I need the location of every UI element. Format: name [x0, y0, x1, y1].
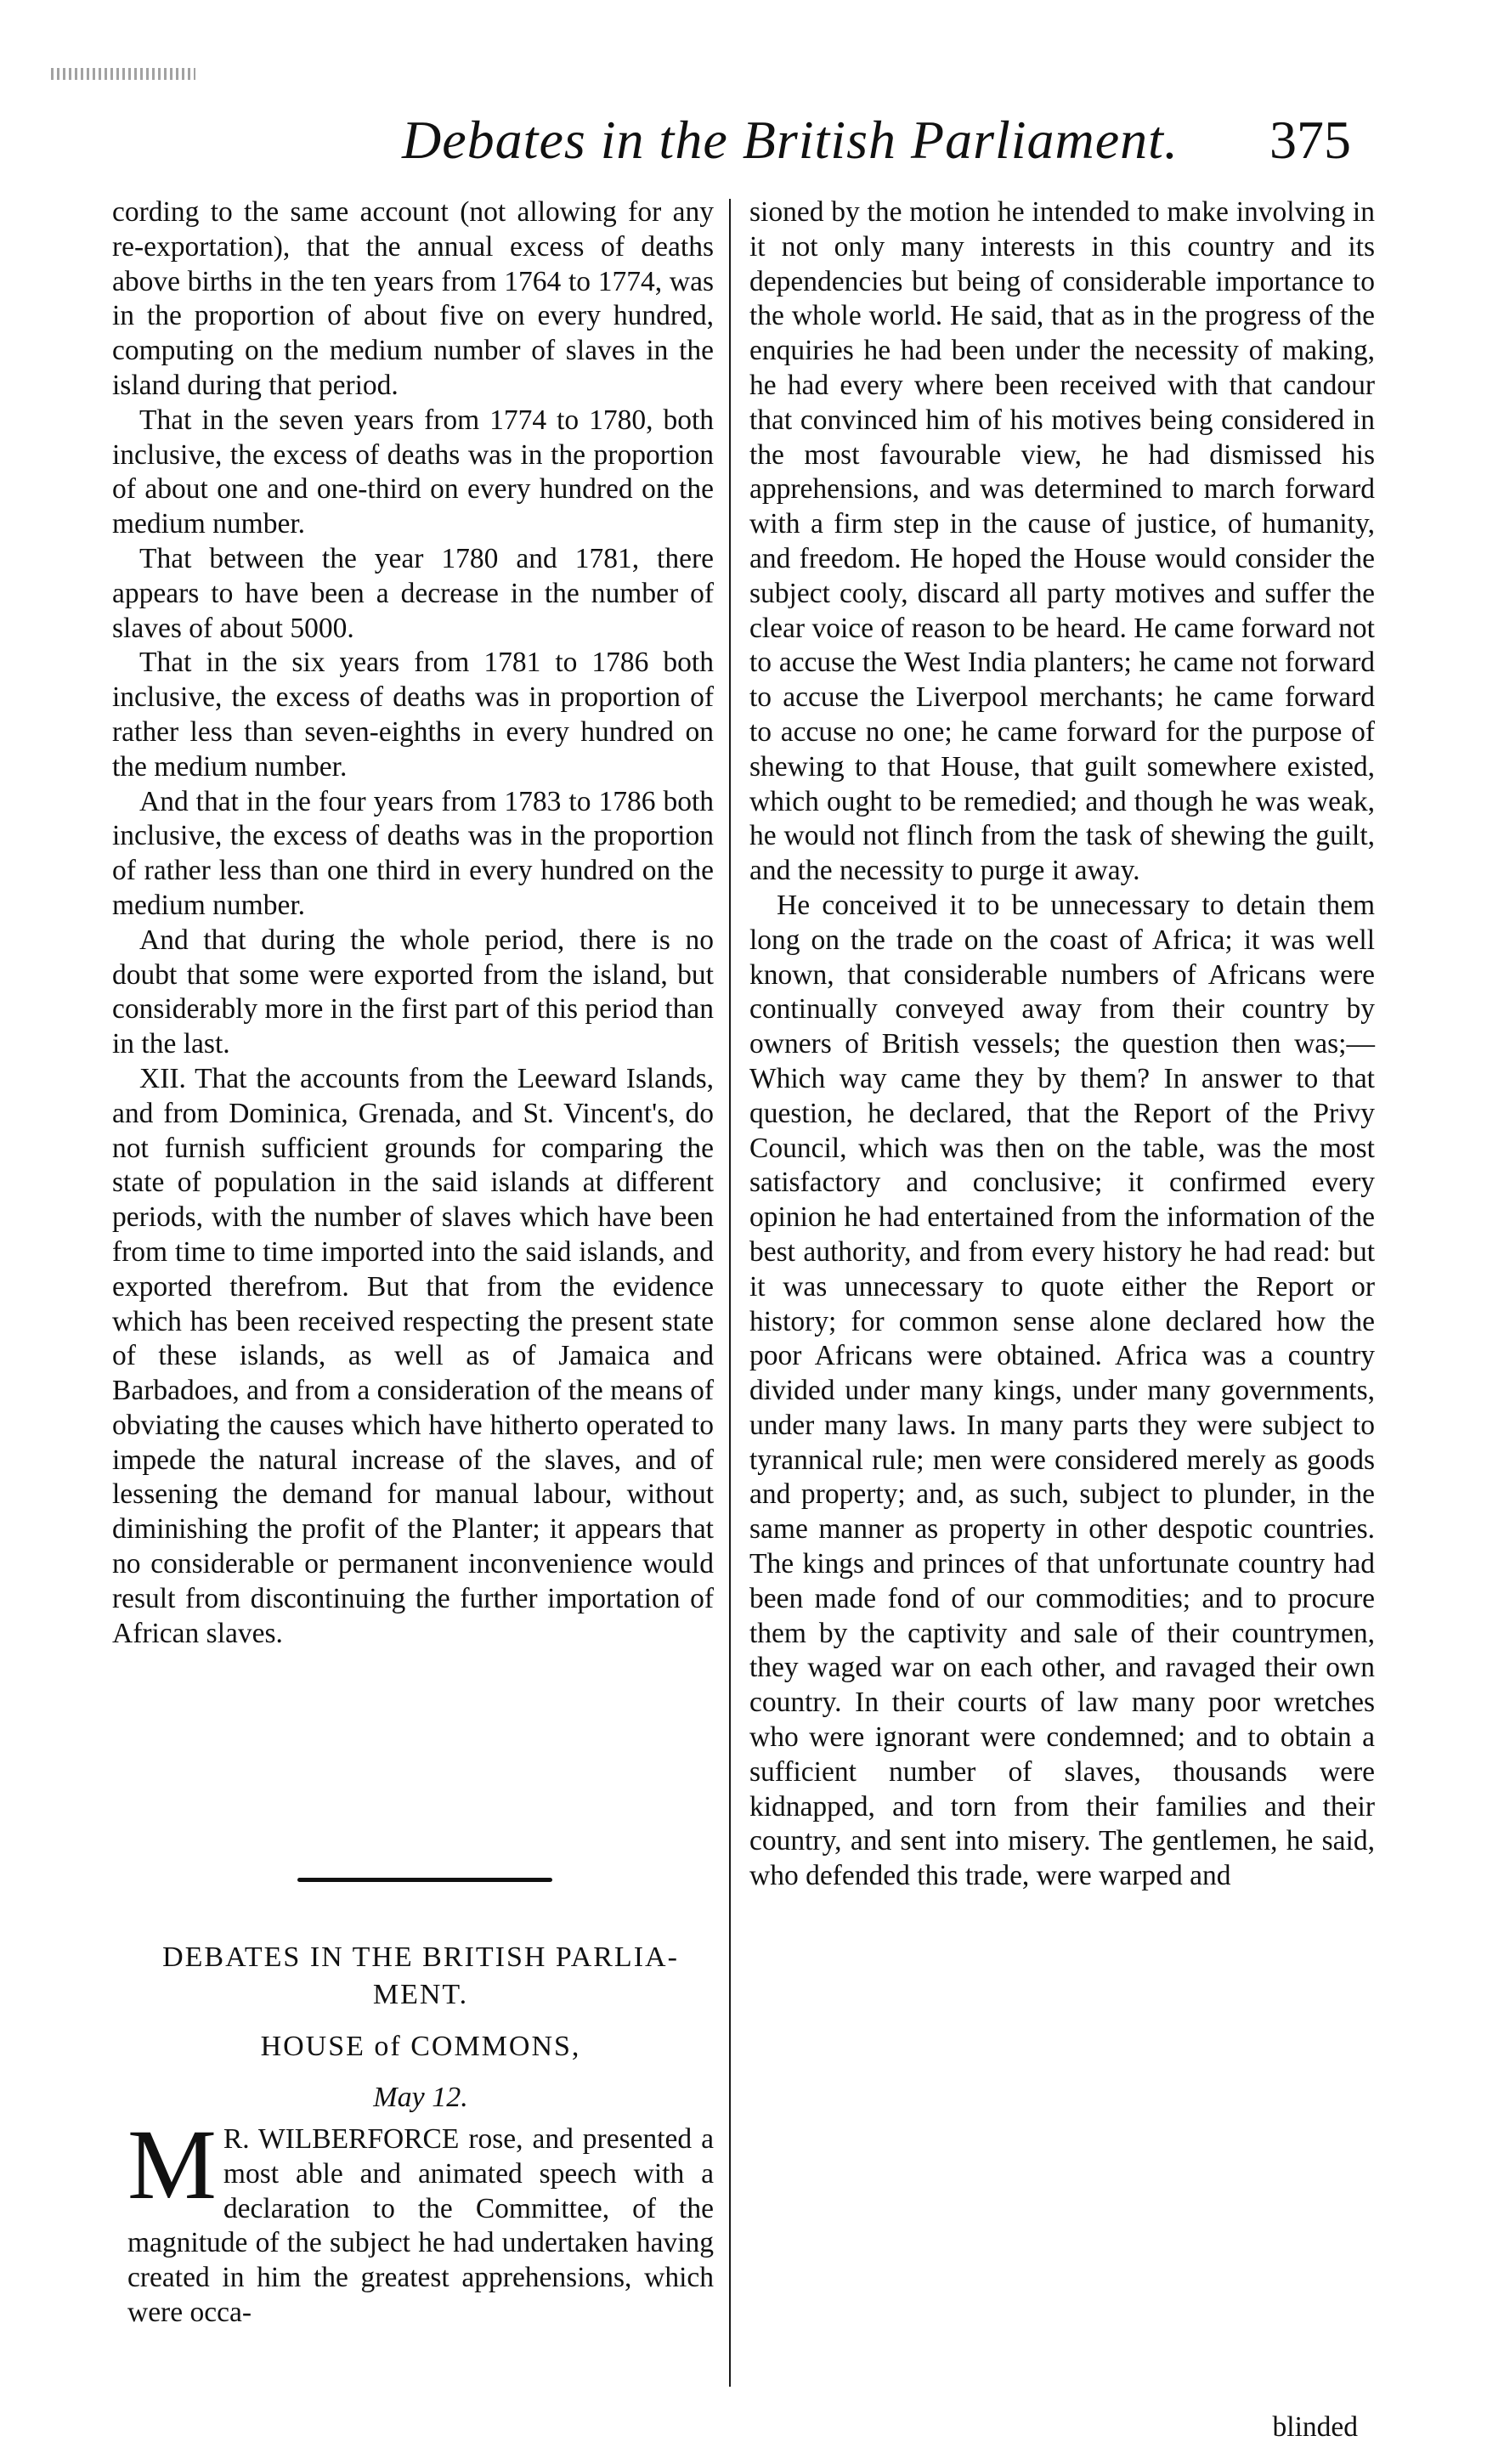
section-heading: [127, 1939, 714, 2014]
right-column: [749, 195, 1375, 1894]
drop-cap: M: [127, 2109, 217, 2220]
paragraph-continuation: sioned by the motion he intended to make involving in it not only many interests in this country and its dependencies but being of considerable importance to the whole world. He said, that as in the progress of the enquiries he had been under the necessity of making, he had every where been received with that candour that convinced him of his motives being considered in the most favourable view, he had dismissed his apprehensions, and was determined to march forward with a firm step in the cause of justice, of humanity, and freedom. He hoped the House would consider the subject cooly, discard all party motives and suffer the clear voice of reason to be heard. He came forward not to accuse the West India planters; he came not forward to accuse the Liverpool merchants; he came forward to accuse no one; he came forward for the purpose of shewing to that House, that guilt somewhere existed, which ought to be remedied; and though he was weak, he would not flinch from the task of shewing the guilt, and the necessity to purge it away.: [749, 196, 1375, 887]
section-heading-line1: DEBATES IN THE BRITISH PARLIA-: [162, 1941, 679, 1973]
paragraph: And that during the whole period, there is no doubt that some were exported from the island, but considerably more in the first part of this period than in the last.: [112, 924, 714, 1060]
scan-artifact: [51, 68, 195, 80]
column-divider: [729, 199, 731, 2387]
page-number: 375: [1269, 110, 1351, 170]
section-divider: [297, 1878, 552, 1882]
paragraph-continuation: cording to the same account (not allowing for any re-exportation), that the annual excess of deaths above births in the ten years from 1764 to 1774, was in the proportion of about five on every hundred, computing on the medium number of slaves in the island during that period.: [112, 196, 714, 401]
speech-opening: [127, 2109, 714, 2331]
running-title: Debates in the British Parliament.: [402, 110, 1179, 170]
house-heading: HOUSE of COMMONS,: [260, 2031, 581, 2062]
speech-opening-text: R. WILBERFORCE rose, and presented a most able and animated speech with a declaration to the Committee, of the magnitude of the subject he had undertaken having created in him the greatest apprehensions, which were occa-: [127, 2123, 714, 2328]
running-head: [365, 109, 1351, 177]
paragraph: That in the seven years from 1774 to 1780, both inclusive, the excess of deaths was in the proportion of about one and one-third on every hundred on the medium number.: [112, 404, 714, 540]
date-line: May 12.: [373, 2082, 468, 2113]
paragraph: XII. That the accounts from the Leeward Islands, and from Dominica, Grenada, and St. Vincent's, do not furnish sufficient grounds for comparing the state of population in the said islands at different periods, with the number of slaves which have been from time to time imported into the said islands, and exported therefrom. But that from the evidence which has been received respecting the present state of these islands, as well as of Jamaica and Barbadoes, and from a consideration of the means of obviating the causes which have hitherto operated to impede the natural increase of the slaves, and of lessening the demand for manual labour, without diminishing the profit of the Planter; it appears that no considerable or permanent inconvenience would result from discontinuing the further importation of African slaves.: [112, 1062, 714, 1649]
section-heading-line2: MENT.: [372, 1979, 469, 2010]
paragraph: He conceived it to be unnecessary to detain them long on the trade on the coast of Africa; it was well known, that considerable numbers of Africans were continually conveyed away from their country by owners of British vessels; the question then was;—Which way came they by them? In answer to that question, he declared, that the Report of the Privy Council, which was then on the table, was the most satisfactory and conclusive; it confirmed every opinion he had entertained from the information of the best authority, and from every history he had read: but it was unnecessary to quote either the Report or history; for common sense alone declared how the poor Africans were obtained. Africa was a country divided under many kings, under many governments, under many laws. In many parts they were subject to tyrannical rule; men were considered merely as goods and property; and, as such, subject to plunder, in the same manner as property in other despotic countries. The kings and princes of that unfortunate country had been made fond of our commodities; and to procure them by the captivity and sale of their countrymen, they waged war on each other, and ravaged their own country. In their courts of law many poor wretches who were ignorant were condemned; and to obtain a sufficient number of slaves, thousands were kidnapped, and torn from their families and their country, and sent into misery. The gentlemen, he said, who defended this trade, were warped and: [749, 889, 1375, 1892]
catchword: blinded: [1272, 2411, 1358, 2443]
left-column: [112, 195, 714, 1651]
paragraph: That between the year 1780 and 1781, there appears to have been a decrease in the number of slaves of about 5000.: [112, 542, 714, 644]
paragraph: And that in the four years from 1783 to 1786 both inclusive, the excess of deaths was in the proportion of rather less than one third in every hundred on the medium number.: [112, 785, 714, 921]
paragraph: That in the six years from 1781 to 1786 both inclusive, the excess of deaths was in proportion of rather less than seven-eighths in every hundred on the medium number.: [112, 647, 714, 783]
